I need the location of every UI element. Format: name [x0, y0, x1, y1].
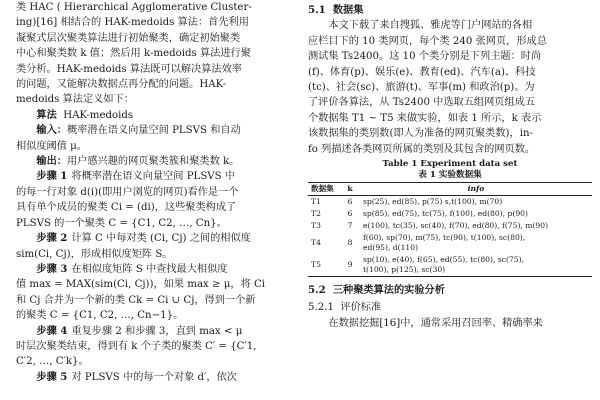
- text-line: 了评价各算法，从 Ts2400 中选取五组网页组成五: [308, 97, 536, 109]
- text-line: 本文下载了来自搜狐、雅虎等门户网站的各相: [328, 20, 533, 32]
- step-2-cont: [16, 247, 296, 262]
- cell-k: 9: [340, 254, 360, 277]
- text-line: 测试集 Ts2400。这 10 个类分别是下列主题：时尚: [308, 51, 542, 63]
- cell-info: [360, 208, 592, 220]
- step-text: 计算 C 中每对类 (Ci, Cj) 之间的相似度: [71, 233, 251, 245]
- text-line: 和 Cj 合并为一个新的类 Ck = Ci ∪ Cj，得到一个新: [16, 294, 256, 306]
- header-k: k: [340, 183, 360, 196]
- section-title: 评价标准: [340, 302, 382, 314]
- output-text: 用户感兴趣的网页聚类簇和聚类数 k。: [66, 156, 240, 168]
- section-5-2-heading: [308, 283, 592, 298]
- text-line: 时层次聚类结束，得到有 k 个子类的聚类 C′ = {C′1,: [16, 340, 257, 352]
- para-evaluation: [308, 316, 592, 331]
- cell-info: [360, 232, 592, 254]
- cell-info: [360, 220, 592, 232]
- table-body: [308, 196, 592, 277]
- step-text: 将概率潜在语义向量空间 PLSVS 中: [71, 171, 236, 183]
- cell-k: 8: [347, 238, 353, 248]
- cell-info-line: e(100), tc(35), sc(40), f(70), ed(80), f(75), m(90): [363, 221, 549, 231]
- text-line: fo 列描述各类网页所属的类别及其包含的网页数。: [308, 143, 536, 155]
- cell-info-line: sp(10), e(40), f(65), ed(55), tc(80), sc(75),: [363, 255, 524, 265]
- algorithm-name: HAK-medoids: [63, 109, 134, 121]
- step-label: 步骤 1: [36, 170, 68, 183]
- cell-dataset: T2: [311, 209, 321, 219]
- section-number: 5.2: [308, 284, 326, 297]
- table-caption-en: Table 1 Experiment data set: [382, 159, 518, 170]
- text-line: sim(Ci, Cj)，形成相似度矩阵 S。: [16, 248, 173, 260]
- para-hak-intro: [16, 0, 296, 108]
- text-line: 在数据挖掘[16]中，通常采用召回率、精确率来: [328, 317, 543, 329]
- cell-k: 6: [347, 209, 353, 219]
- step-4: [16, 324, 296, 339]
- step-2: [16, 231, 296, 246]
- text-line: (tc)、社会(sc)、旅游(t)、军事(m) 和政治(p)。为: [308, 82, 535, 94]
- output-label: 输出：: [36, 155, 67, 168]
- text-line: 值 max = MAX(sim(Ci, Cj))，如果 max ≥ μ，将 Ci: [16, 279, 266, 291]
- cell-dataset: T3: [311, 221, 321, 231]
- left-column: [16, 0, 296, 385]
- cell-dataset: T5: [308, 254, 340, 277]
- step-3: [16, 262, 296, 277]
- table-row: [308, 220, 592, 232]
- section-number: 5.2.1: [308, 302, 334, 314]
- text-line: 的问题，又能解决数据点再分配的问题。HAK-: [16, 79, 226, 91]
- header-dataset: 数据集: [308, 183, 340, 196]
- text-line: 中心和聚类数 k 值；然后用 k-medoids 算法进行聚: [16, 48, 251, 60]
- cell-info: [360, 196, 592, 209]
- step-3-cont: [16, 277, 296, 323]
- text-line: 的聚类 C = {C1, C2, …, Cn−1}。: [16, 310, 184, 322]
- text-line: 个数据集 T1 ~ T5 来做实验，如表 1 所示，k 表示: [308, 112, 542, 124]
- table-row: [308, 254, 592, 277]
- header-info: info: [360, 183, 592, 196]
- cell-k: 6: [347, 197, 353, 207]
- step-label: 步骤 5: [36, 370, 68, 383]
- text-line: ing)[16] 相结合的 HAK-medoids 算法：首先利用: [16, 17, 249, 29]
- algorithm-heading: [16, 108, 296, 123]
- step-text: 重复步骤 2 和步骤 3，直到 max < μ: [71, 325, 243, 337]
- table-row: [308, 196, 592, 209]
- step-text: 对 PLSVS 中的每一个对象 d′，依次: [71, 371, 237, 383]
- cell-dataset: T1: [311, 197, 321, 207]
- text-line: (f)、体育(p)、娱乐(e)、教育(ed)、汽车(a)、科技: [308, 66, 536, 78]
- section-number: 5.1: [308, 4, 326, 16]
- step-label: 步骤 4: [36, 324, 68, 337]
- section-5-2-1-heading: [308, 300, 592, 315]
- input-text: 概率潜在语义向量空间 PLSVS 和自动: [66, 125, 241, 137]
- step-label: 步骤 2: [36, 232, 68, 245]
- cell-info-line: sp(85), ed(75), tc(75), f(100), ed(80), p(90): [363, 209, 528, 219]
- step-label: 步骤 3: [36, 262, 68, 275]
- text-line: 的每一行对象 d(i)(即用户浏览的网页)看作是一个: [16, 186, 239, 198]
- step-1-cont: [16, 185, 296, 231]
- table-header-row: [308, 183, 592, 196]
- cell-k: 7: [347, 221, 353, 231]
- algorithm-input: [16, 123, 296, 154]
- cell-info-line: t(100), p(125), sc(30): [363, 265, 446, 275]
- cell-info-line: ed(95), d(110): [363, 243, 419, 253]
- algorithm-label: 算法: [36, 108, 57, 121]
- text-line: PLSVS 的一个聚类 C = {C1, C2, …, Cn}。: [16, 217, 227, 229]
- cell-info-line: sp(25), ed(85), p(75) s,t(100), m(70): [363, 197, 503, 207]
- step-4-cont: [16, 339, 296, 370]
- text-line: C′2, …, C′k}。: [16, 356, 89, 368]
- cell-info-line: f(60), sp(70), m(75), tc(90), t(100), sc(80),: [363, 233, 526, 243]
- table-row: [308, 232, 592, 254]
- section-5-1-heading: [308, 3, 592, 18]
- right-column: [308, 0, 592, 331]
- text-line: medoids 算法定义如下：: [16, 94, 134, 106]
- cell-dataset: T4: [311, 238, 321, 248]
- experiment-data-table: [308, 182, 592, 277]
- text-line: 类分析。HAK-medoids 算法既可以解决算法效率: [16, 63, 242, 75]
- algorithm-output: [16, 154, 296, 169]
- text-line: 类 HAC ( Hierarchical Agglomerative Cluster-: [16, 2, 252, 13]
- step-1: [16, 169, 296, 184]
- para-dataset: [308, 18, 592, 157]
- section-title: 数据集: [332, 4, 364, 16]
- input-label: 输入：: [36, 124, 67, 137]
- step-text: 在相似度矩阵 S 中查找最大相似度: [71, 263, 228, 275]
- step-5: [16, 370, 296, 385]
- text-line: 具有单个成员的聚类 Ci = (di)，这些聚类构成了: [16, 202, 237, 214]
- text-line: 该数据集的类别数(即人为准备的网页聚类数)，in-: [308, 128, 533, 140]
- section-title: 三种聚类算法的实验分析: [332, 284, 445, 297]
- text-line: 凝聚式层次聚类算法进行初始聚类，确定初始聚类: [16, 32, 241, 44]
- text-line: 应栏目下的 10 类网页，每个类 240 张网页，形成总: [308, 35, 547, 47]
- table-caption-zh: 表 1 实验数据集: [418, 170, 482, 181]
- input-text-cont: 相似度阈值 μ。: [16, 140, 87, 152]
- table-row: [308, 208, 592, 220]
- cell-info: [360, 254, 592, 277]
